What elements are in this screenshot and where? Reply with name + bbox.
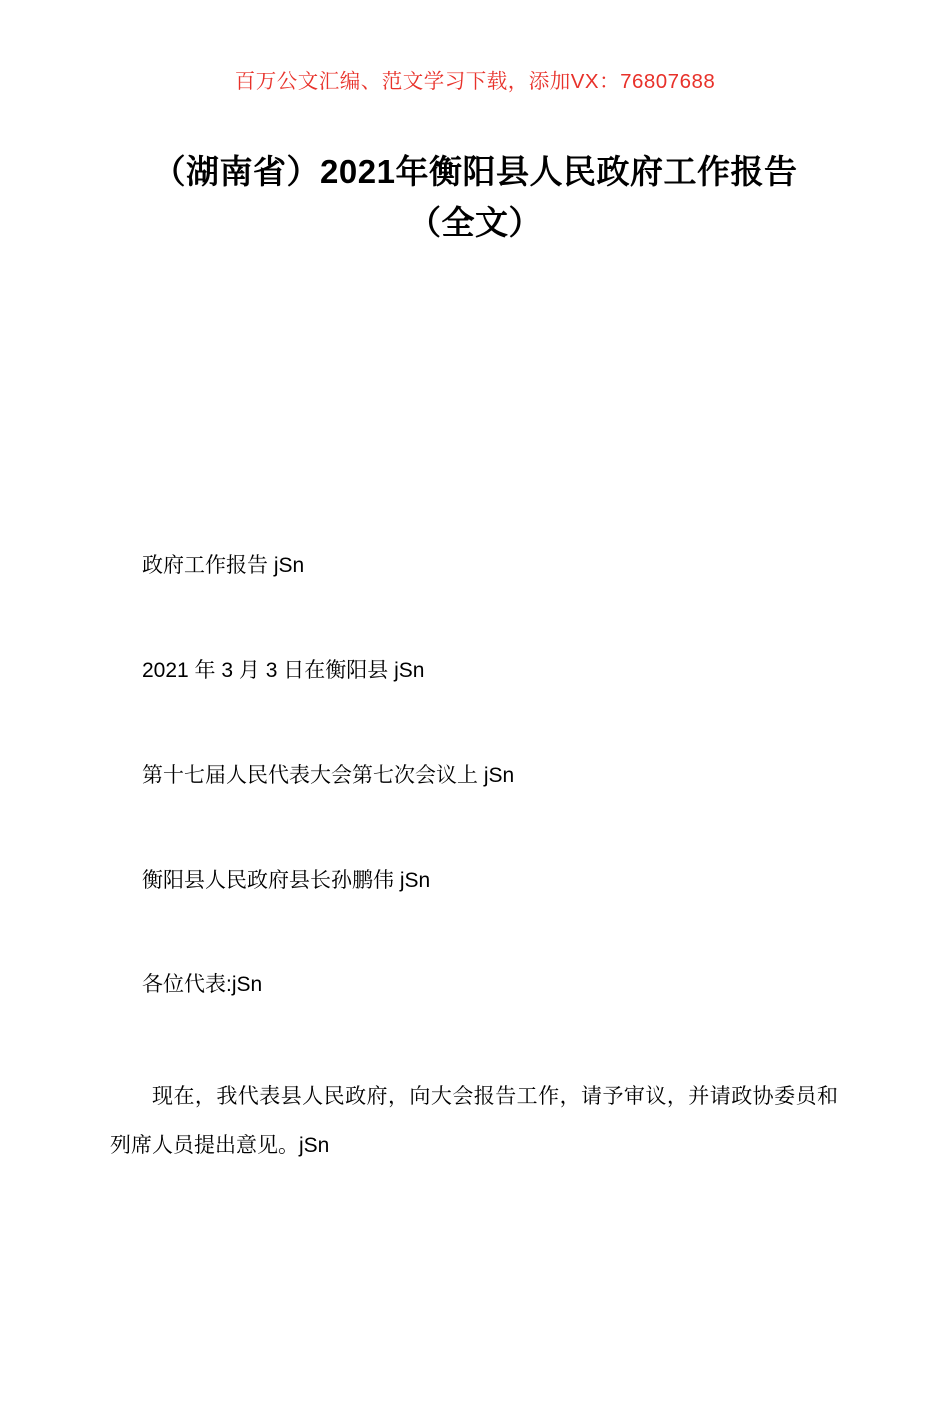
document-body: [110, 548, 840, 1170]
watermark-text: 百万公文汇编、范文学习下载，添加VX：76807688: [234, 70, 716, 93]
paragraph-session: 第十七届人民代表大会第七次会议上 jSn: [142, 763, 515, 787]
paragraph-opening: 现在，我代表县人民政府，向大会报告工作，请予审议，并请政协委员和列席人员提出意见。jSn: [110, 1085, 838, 1158]
paragraph-speaker: 衡阳县人民政府县长孙鹏伟 jSn: [142, 868, 431, 892]
page-title: （湖南省）2021年衡阳县人民政府工作报告（全文）: [152, 153, 798, 242]
paragraph-date-place: 2021 年 3 月 3 日在衡阳县 jSn: [142, 659, 425, 683]
paragraph-report-name: 政府工作报告 jSn: [142, 554, 305, 578]
document-page: [0, 64, 950, 1408]
paragraph-salutation: 各位代表:jSn: [142, 973, 263, 997]
